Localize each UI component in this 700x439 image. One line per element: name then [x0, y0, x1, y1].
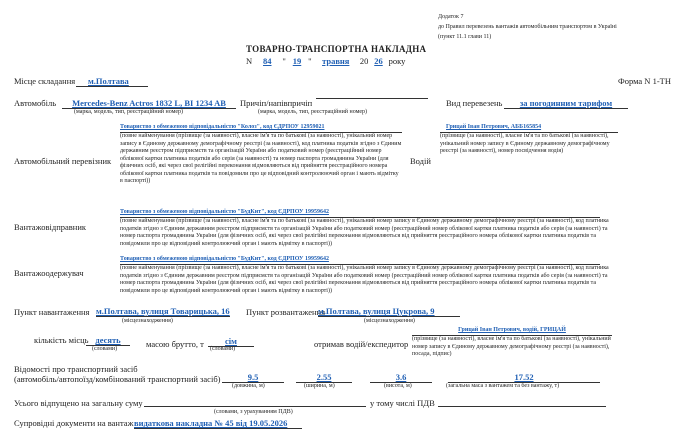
- places-value: десять: [95, 335, 121, 345]
- mass-caption: (словами): [210, 346, 236, 352]
- height-field[interactable]: [370, 372, 432, 383]
- consignee-value: Товариство з обмеженою відповідальністю "БудКит", код ЄДРПОУ 19959642: [120, 256, 329, 262]
- document-year[interactable]: 26: [374, 56, 383, 66]
- receiver-caption: (прізвище (за наявності), власне ім'я та по батькові (за наявності), унікальний номер запису в Єдиному державному демографічному реєстрі (за наявності), посада, підпис): [412, 336, 611, 357]
- receiver-value: Грицай Іван Петрович, водій, ГРИЦАЙ: [458, 327, 566, 333]
- places-label: кількість місць: [34, 335, 89, 345]
- receiver-label: отримав водій/експедитор: [314, 339, 409, 349]
- length-caption: (довжина, м): [232, 383, 265, 389]
- page-title: ТОВАРНО-ТРАНСПОРТНА НАКЛАДНА: [246, 44, 427, 54]
- number-label: N: [246, 56, 253, 66]
- shipper-label: Вантажовідправник: [14, 222, 87, 232]
- loading-label: Пункт навантаження: [14, 307, 90, 317]
- receiver-field[interactable]: [412, 327, 612, 336]
- number-line: [246, 56, 405, 66]
- form-label: Форма N 1-ТН: [618, 76, 671, 86]
- quote-open: ": [282, 56, 286, 66]
- total-mass-field[interactable]: [448, 372, 600, 383]
- vat-field[interactable]: [438, 397, 606, 407]
- trailer-field[interactable]: [316, 98, 428, 99]
- dimensions-label: Відомості про транспортний засіб: [14, 364, 138, 374]
- appendix-clause: (пункт 11.1 глави 11): [438, 34, 492, 40]
- quote-close: ": [308, 56, 312, 66]
- width-value: 2.55: [316, 372, 332, 382]
- carrier-value: Товариство з обмеженою відповідальністю "Колоз", код ЄДРПОУ 12959021: [120, 124, 325, 130]
- unloading-label: Пункт розвантаження: [246, 307, 326, 317]
- transport-type-field[interactable]: [504, 98, 628, 109]
- place-field[interactable]: [76, 76, 148, 87]
- driver-label: Водій: [410, 156, 431, 166]
- length-field[interactable]: [222, 372, 284, 383]
- consignee-field[interactable]: [120, 256, 600, 265]
- shipper-field[interactable]: [120, 209, 600, 218]
- transport-type-value: за погодинним тарифом: [519, 98, 613, 108]
- documents-field[interactable]: [134, 418, 302, 429]
- total-mass-value: 17.52: [514, 372, 534, 382]
- total-field[interactable]: [144, 397, 366, 407]
- vehicle-caption: (марка, модель, тип, реєстраційний номер): [74, 109, 184, 115]
- consignee-label: Вантажоодержувач: [14, 268, 84, 278]
- shipper-value: Товариство з обмеженою відповідальністю "БудКит", код ЄДРПОУ 19959642: [120, 209, 329, 215]
- documents-value: видаткова накладна № 45 від 19.05.2026: [134, 418, 288, 428]
- total-label: Усього відпущено на загальну суму: [14, 398, 143, 408]
- document-number[interactable]: 84: [263, 56, 272, 66]
- total-mass-caption: (загальна маса з вантажем та без вантажу, т): [446, 383, 560, 389]
- mass-value: сім: [225, 336, 237, 346]
- vehicle-label: Автомобіль: [14, 98, 57, 108]
- trailer-caption: (марка, модель, тип, реєстраційний номер): [258, 109, 368, 115]
- documents-label: Супровідні документи на вантаж: [14, 418, 134, 428]
- height-caption: (висота, м): [384, 383, 412, 389]
- mass-label: масою брутто, т: [146, 339, 204, 349]
- appendix-rules: до Правил перевезень вантажів автомобільним транспортом в Україні: [438, 24, 617, 30]
- width-caption: (ширина, м): [304, 383, 335, 389]
- vehicle-value: Mercedes-Benz Actros 1832 L, BI 1234 AB: [72, 98, 226, 108]
- appendix-number: Додаток 7: [438, 14, 464, 20]
- consignee-caption: (повне найменування (прізвище (за наявності), власне ім'я та по батькові (за наявності), унікальний номер запису в Єдиному державному демографічному реєстрі (за наявності), код платника податків згідно з Єдиним державним реєстром підприємств та організацій України або податковий номер (реєстраційний номер облікової картки платника податків або серія (за наявності) та номер паспорта громадянина України (для фізичних осіб, які через свої релігійні переконання відмовляються від прийняття реєстраційного номера облікової картки платника податків та повідомили про це відповідний контролюючий орган і мають відмітку в паспорті)): [120, 265, 609, 294]
- place-label: Місце складання: [14, 76, 76, 86]
- loading-value: м.Полтава, вулиця Товарицька, 16: [96, 306, 230, 316]
- places-caption: (словами): [92, 346, 118, 352]
- places-field[interactable]: [86, 335, 130, 346]
- carrier-field[interactable]: [120, 124, 402, 133]
- carrier-caption: (повне найменування (прізвище (за наявності), власне ім'я та по батькові (за наявності), унікальний номер запису в Єдиному державному демографічному реєстрі (за наявності), код платника податків згідно з Єдиним державним реєстром підприємств та організацій України або податковий номер (реєстраційний номер облікової картки платника податків або серія (за наявності) та номер паспорта громадянина України (для фізичних осіб, які через свої релігійні переконання відмовляються від прийняття реєстраційного номера облікової картки платника податків та повідомили про це відповідний контролюючий орган і мають відмітку в паспорті)): [120, 133, 402, 184]
- driver-field[interactable]: [440, 124, 618, 133]
- shipper-caption: (повне найменування (прізвище (за наявності), власне ім'я та по батькові (за наявності), унікальний номер запису в Єдиному державному демографічному реєстрі (за наявності), код платника податків згідно з Єдиним державним реєстром підприємств та організацій України або податковий номер (реєстраційний номер облікової картки платника податків або серія (за наявності) та номер паспорта громадянина України (для фізичних осіб, які через свої релігійні переконання відмовляються від прийняття реєстраційного номера облікової картки платника податків та повідомили про це відповідний контролюючий орган і мають відмітку в паспорті)): [120, 218, 609, 247]
- unloading-value: м.Полтава, вулиця Цукрова, 9: [318, 306, 435, 316]
- trailer-label: Причіп/напівпричіп: [240, 98, 313, 108]
- year-prefix: 20: [359, 56, 369, 66]
- height-value: 3.6: [395, 372, 407, 382]
- unloading-field[interactable]: [318, 306, 460, 317]
- unloading-caption: (місцезнаходження): [364, 318, 415, 324]
- vehicle-field[interactable]: [62, 98, 236, 109]
- length-value: 9.5: [247, 372, 259, 382]
- vat-label: у тому числі ПДВ: [370, 398, 435, 408]
- carrier-label: Автомобільний перевізник: [14, 156, 112, 166]
- transport-type-label: Вид перевезень: [446, 98, 503, 108]
- driver-value: Грицай Іван Петрович, АББ165854: [446, 124, 542, 130]
- loading-field[interactable]: [96, 306, 230, 317]
- total-caption: (словами, з урахуванням ПДВ): [214, 409, 293, 415]
- place-value: м.Полтава: [88, 76, 129, 86]
- document-month[interactable]: травня: [322, 56, 350, 66]
- document-day[interactable]: 19: [292, 56, 302, 66]
- width-field[interactable]: [296, 372, 352, 383]
- loading-caption: (місцезнаходження): [122, 318, 173, 324]
- year-suffix: року: [388, 56, 406, 66]
- dimensions-sublabel: (автомобіль/автопоїзд/комбінований транспортний засіб): [14, 374, 221, 384]
- driver-caption: (прізвище (за наявності), власне ім'я та по батькові (за наявності), унікальний номер запису в Єдиному державному демографічному реєстрі (за наявності), номер посвідчення водія): [440, 133, 610, 154]
